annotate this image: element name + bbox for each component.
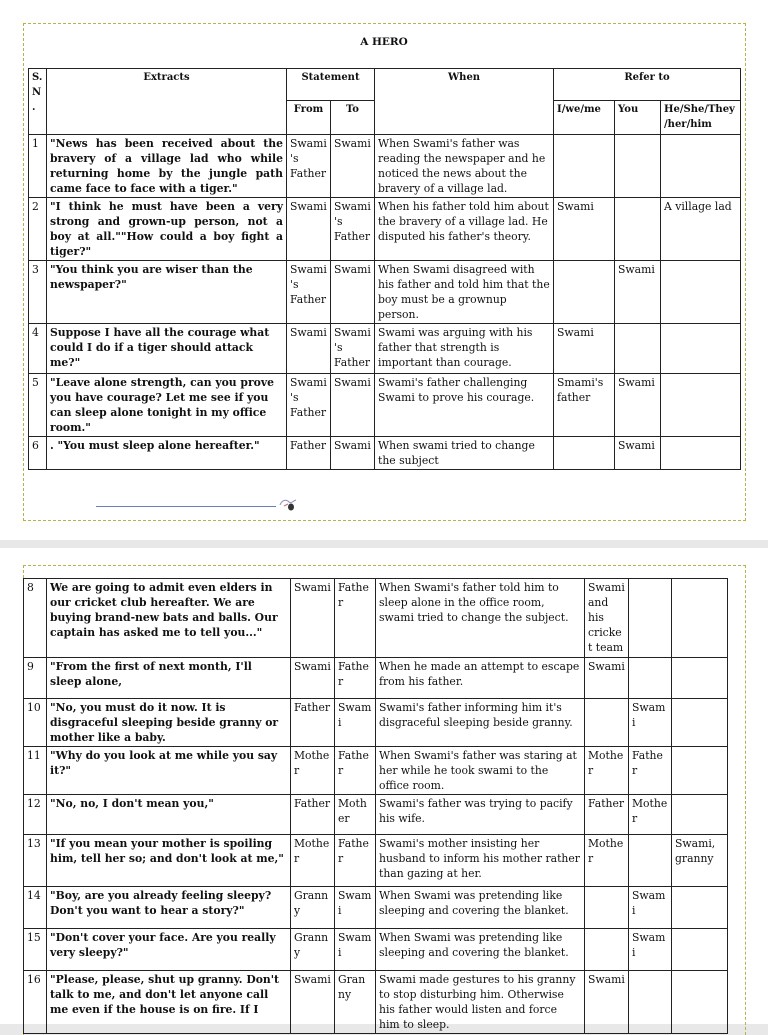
row-number: 2 [29, 198, 47, 261]
you-cell [629, 835, 672, 887]
row-number: 5 [29, 374, 47, 437]
table-row [24, 971, 728, 1034]
iwe-cell: Mother [585, 747, 629, 795]
row-number: 15 [24, 929, 47, 971]
table-row [29, 374, 741, 437]
header-refer-to: Refer to [554, 69, 741, 101]
to-cell: Swami [331, 437, 375, 470]
extract-cell: "Why do you look at me while you say it?" [47, 747, 291, 795]
header-from: From [287, 101, 331, 135]
from-cell: Father [291, 699, 335, 747]
table-row [29, 324, 741, 374]
from-cell: Swami [291, 579, 335, 658]
from-cell: Swami's Father [287, 374, 331, 437]
iwe-cell: Swami [554, 324, 615, 374]
row-number: 9 [24, 658, 47, 699]
you-cell: Swami [629, 929, 672, 971]
to-cell: Swami [331, 374, 375, 437]
to-cell: Father [335, 835, 376, 887]
to-cell: Swami [331, 261, 375, 324]
table-row [24, 835, 728, 887]
he-cell [661, 261, 741, 324]
table-row [24, 579, 728, 658]
row-number: 12 [24, 795, 47, 835]
when-cell: Swami's mother insisting her husband to inform his mother rather than gazing at her. [376, 835, 585, 887]
row-number: 8 [24, 579, 47, 658]
extract-cell: "From the first of next month, I'll sleep alone, [47, 658, 291, 699]
he-cell [672, 887, 728, 929]
from-cell: Swami's Father [287, 135, 331, 198]
from-cell: Mother [291, 835, 335, 887]
to-cell: Swami [331, 135, 375, 198]
row-number: 1 [29, 135, 47, 198]
you-cell: Swami [629, 887, 672, 929]
table-row [24, 887, 728, 929]
when-cell: Swami's father challenging Swami to prove his courage. [375, 374, 554, 437]
row-number: 4 [29, 324, 47, 374]
iwe-cell: Swami [585, 971, 629, 1034]
to-cell: Father [335, 747, 376, 795]
you-cell: Father [629, 747, 672, 795]
header-sn: S. N. [29, 69, 47, 135]
page-title: A HERO [360, 36, 408, 48]
table-row [29, 198, 741, 261]
he-cell [672, 699, 728, 747]
iwe-cell: Swami [585, 658, 629, 699]
he-cell [661, 135, 741, 198]
when-cell: Swami's father was trying to pacify his wife. [376, 795, 585, 835]
you-cell [615, 135, 661, 198]
iwe-cell: Father [585, 795, 629, 835]
you-cell: Mother [629, 795, 672, 835]
he-cell [661, 324, 741, 374]
he-cell: A village lad [661, 198, 741, 261]
he-cell [672, 795, 728, 835]
extract-cell: "Please, please, shut up granny. Don't talk to me, and don't let anyone call me even if the house is on fire. If I [47, 971, 291, 1034]
dialogue-table [28, 68, 741, 470]
iwe-cell: Mother [585, 835, 629, 887]
row-number: 3 [29, 261, 47, 324]
he-cell [672, 658, 728, 699]
extract-cell: . "You must sleep alone hereafter." [47, 437, 287, 470]
to-cell: Swami [335, 887, 376, 929]
from-cell: Swami's Father [287, 261, 331, 324]
to-cell: Granny [335, 971, 376, 1034]
header-you: You [615, 101, 661, 135]
you-cell: Swami [629, 699, 672, 747]
from-cell: Granny [291, 929, 335, 971]
iwe-cell: Swami and his cricket team [585, 579, 629, 658]
iwe-cell [554, 261, 615, 324]
from-cell: Father [287, 437, 331, 470]
from-cell: Granny [291, 887, 335, 929]
row-number: 10 [24, 699, 47, 747]
you-cell: Swami [615, 261, 661, 324]
you-cell [615, 198, 661, 261]
from-cell: Father [291, 795, 335, 835]
to-cell: Swami [335, 929, 376, 971]
table-row [29, 135, 741, 198]
extract-cell: "I think he must have been a very strong and grown-up person, not a boy at all.""How could a boy fight a tiger?" [47, 198, 287, 261]
signature-line [96, 506, 276, 507]
he-cell [672, 929, 728, 971]
table-row [29, 437, 741, 470]
from-cell: Swami [291, 658, 335, 699]
you-cell [629, 579, 672, 658]
header-extracts: Extracts [47, 69, 287, 135]
table-row [24, 699, 728, 747]
he-cell: Swami, granny [672, 835, 728, 887]
when-cell: When swami tried to change the subject [375, 437, 554, 470]
signature-mark-icon [278, 496, 298, 512]
table-row [24, 747, 728, 795]
extract-cell: "Don't cover your face. Are you really very sleepy?" [47, 929, 291, 971]
extract-cell: "You think you are wiser than the newspaper?" [47, 261, 287, 324]
when-cell: When Swami's father told him to sleep alone in the office room, swami tried to change the subject. [376, 579, 585, 658]
extract-cell: Suppose I have all the courage what could I do if a tiger should attack me?" [47, 324, 287, 374]
header-to: To [331, 101, 375, 135]
iwe-cell [554, 437, 615, 470]
row-number: 11 [24, 747, 47, 795]
you-cell [629, 658, 672, 699]
extract-cell: "Leave alone strength, can you prove you have courage? Let me see if you can sleep alone tonight in my office room." [47, 374, 287, 437]
iwe-cell: Swami [554, 198, 615, 261]
to-cell: Father [335, 658, 376, 699]
iwe-cell [554, 135, 615, 198]
table-row [24, 795, 728, 835]
iwe-cell [585, 699, 629, 747]
from-cell: Swami [287, 324, 331, 374]
iwe-cell: Smami's father [554, 374, 615, 437]
header-he: He/She/They /her/him [661, 101, 741, 135]
row-number: 14 [24, 887, 47, 929]
extract-cell: "News has been received about the bravery of a village lad who while returning home by the jungle path came face to face with a tiger." [47, 135, 287, 198]
when-cell: When Swami's father was reading the newspaper and he noticed the news about the bravery of a village lad. [375, 135, 554, 198]
when-cell: When Swami was pretending like sleeping and covering the blanket. [376, 929, 585, 971]
when-cell: When his father told him about the bravery of a village lad. He disputed his father's theory. [375, 198, 554, 261]
to-cell: Mother [335, 795, 376, 835]
you-cell [615, 324, 661, 374]
extract-cell: We are going to admit even elders in our cricket club hereafter. We are buying brand-new bats and balls. Our captain has asked me to tell you..." [47, 579, 291, 658]
iwe-cell [585, 887, 629, 929]
table-row [29, 261, 741, 324]
row-number: 16 [24, 971, 47, 1034]
header-statement: Statement [287, 69, 375, 101]
when-cell: Swami's father informing him it's disgraceful sleeping beside granny. [376, 699, 585, 747]
you-cell: Swami [615, 437, 661, 470]
header-iwe: I/we/me [554, 101, 615, 135]
when-cell: Swami was arguing with his father that strength is important than courage. [375, 324, 554, 374]
you-cell [629, 971, 672, 1034]
he-cell [672, 971, 728, 1034]
when-cell: When he made an attempt to escape from his father. [376, 658, 585, 699]
from-cell: Swami [287, 198, 331, 261]
to-cell: Swami's Father [331, 198, 375, 261]
when-cell: Swami made gestures to his granny to stop disturbing him. Otherwise his father would listen and force him to sleep. [376, 971, 585, 1034]
row-number: 13 [24, 835, 47, 887]
he-cell [661, 374, 741, 437]
extract-cell: "If you mean your mother is spoiling him, tell her so; and don't look at me," [47, 835, 291, 887]
table-row [24, 658, 728, 699]
extract-cell: "No, you must do it now. It is disgraceful sleeping beside granny or mother like a baby. [47, 699, 291, 747]
row-number: 6 [29, 437, 47, 470]
to-cell: Swami's Father [331, 324, 375, 374]
table-row [24, 929, 728, 971]
to-cell: Swami [335, 699, 376, 747]
from-cell: Mother [291, 747, 335, 795]
to-cell: Father [335, 579, 376, 658]
he-cell [672, 747, 728, 795]
when-cell: When Swami's father was staring at her while he took swami to the office room. [376, 747, 585, 795]
dialogue-table-continued [23, 578, 728, 1034]
he-cell [661, 437, 741, 470]
when-cell: When Swami was pretending like sleeping and covering the blanket. [376, 887, 585, 929]
when-cell: When Swami disagreed with his father and told him that the boy must be a grownup person. [375, 261, 554, 324]
he-cell [672, 579, 728, 658]
extract-cell: "Boy, are you already feeling sleepy? Don't you want to hear a story?" [47, 887, 291, 929]
you-cell: Swami [615, 374, 661, 437]
extract-cell: "No, no, I don't mean you," [47, 795, 291, 835]
from-cell: Swami [291, 971, 335, 1034]
header-when: When [375, 69, 554, 135]
iwe-cell [585, 929, 629, 971]
